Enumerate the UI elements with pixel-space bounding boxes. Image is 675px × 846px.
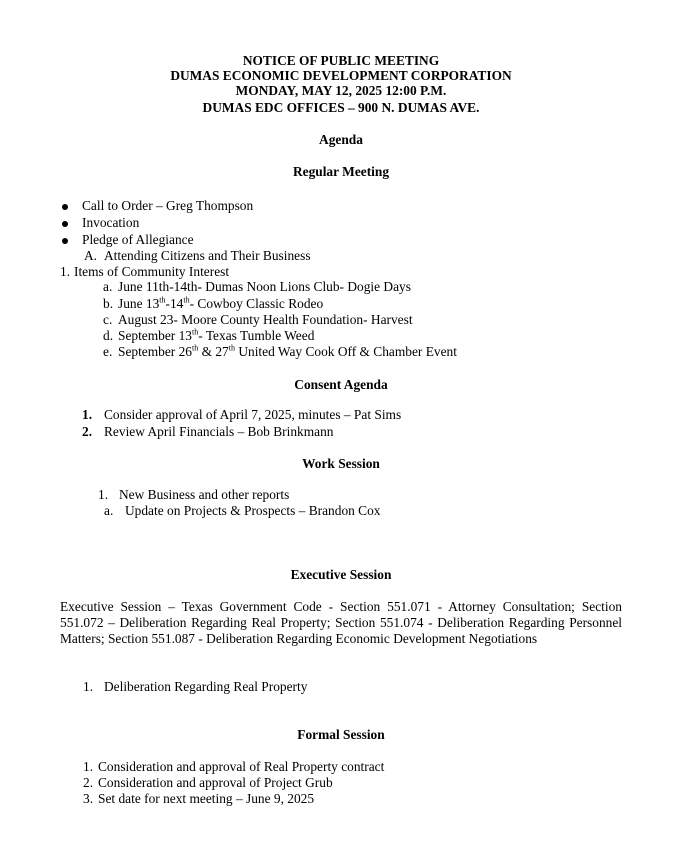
- item-marker: 1.: [83, 679, 94, 694]
- item-marker: 3.: [83, 791, 94, 806]
- event-cowboy-rodeo: June 13th-14th- Cowboy Classic Rodeo: [118, 295, 324, 311]
- notice-title: NOTICE OF PUBLIC MEETING: [242, 53, 440, 68]
- work-item-projects: Update on Projects & Prospects – Brandon Cox: [125, 503, 381, 518]
- item-marker: 2.: [83, 775, 94, 790]
- work-session-heading: Work Session: [302, 456, 380, 471]
- item-marker: 1.: [60, 264, 71, 279]
- meeting-datetime: MONDAY, MAY 12, 2025 12:00 P.M.: [235, 83, 447, 98]
- item-marker: a.: [104, 503, 114, 518]
- bullet-icon: [62, 204, 68, 210]
- formal-item-next-meeting: Set date for next meeting – June 9, 2025: [98, 791, 315, 806]
- event-cook-off: September 26th & 27th United Way Cook Off & Chamber Event: [118, 343, 457, 359]
- consent-item-minutes: Consider approval of April 7, 2025, minutes – Pat Sims: [104, 407, 402, 422]
- item-marker: b.: [103, 296, 114, 311]
- executive-session-heading: Executive Session: [290, 567, 392, 582]
- executive-item-real-property: Deliberation Regarding Real Property: [104, 679, 308, 694]
- item-marker: A.: [84, 248, 98, 263]
- regular-meeting-heading: Regular Meeting: [292, 164, 390, 179]
- consent-item-financials: Review April Financials – Bob Brinkmann: [104, 424, 334, 439]
- item-marker: 1.: [83, 759, 94, 774]
- item-marker: 1.: [98, 487, 109, 502]
- event-harvest: August 23- Moore County Health Foundation- Harvest: [118, 312, 413, 327]
- item-marker: a.: [103, 279, 113, 294]
- formal-item-project-grub: Consideration and approval of Project Grub: [98, 775, 333, 790]
- formal-session-heading: Formal Session: [297, 727, 385, 742]
- formal-item-contract: Consideration and approval of Real Property contract: [98, 759, 385, 774]
- item-marker: c.: [103, 312, 113, 327]
- meeting-location: DUMAS EDC OFFICES – 900 N. DUMAS AVE.: [202, 100, 480, 115]
- community-interest-item: Items of Community Interest: [74, 264, 230, 279]
- call-to-order-item: Call to Order – Greg Thompson: [82, 198, 254, 213]
- event-tumble-weed: September 13th- Texas Tumble Weed: [118, 327, 315, 343]
- executive-session-paragraph: Executive Session – Texas Government Code - Section 551.071 - Attorney Consultation; Section 551.072 – Deliberation Regarding Real Property; Section 551.074 - Deliberation Regarding Personnel Matters; Section 551.087 - Deliberation Regarding Economic Development Negotiations: [60, 599, 622, 646]
- organization-name: DUMAS ECONOMIC DEVELOPMENT CORPORATION: [170, 68, 512, 83]
- item-marker: 2.: [82, 424, 93, 439]
- item-marker: e.: [103, 344, 113, 359]
- consent-agenda-heading: Consent Agenda: [294, 377, 388, 392]
- item-marker: d.: [103, 328, 114, 343]
- invocation-item: Invocation: [82, 215, 140, 230]
- attending-citizens-item: Attending Citizens and Their Business: [104, 248, 311, 263]
- pledge-item: Pledge of Allegiance: [82, 232, 194, 247]
- bullet-icon: [62, 221, 68, 227]
- event-dogie-days: June 11th-14th- Dumas Noon Lions Club- Dogie Days: [118, 279, 411, 294]
- agenda-heading: Agenda: [319, 132, 363, 147]
- item-marker: 1.: [82, 407, 93, 422]
- bullet-icon: [62, 238, 68, 244]
- work-item-new-business: New Business and other reports: [119, 487, 290, 502]
